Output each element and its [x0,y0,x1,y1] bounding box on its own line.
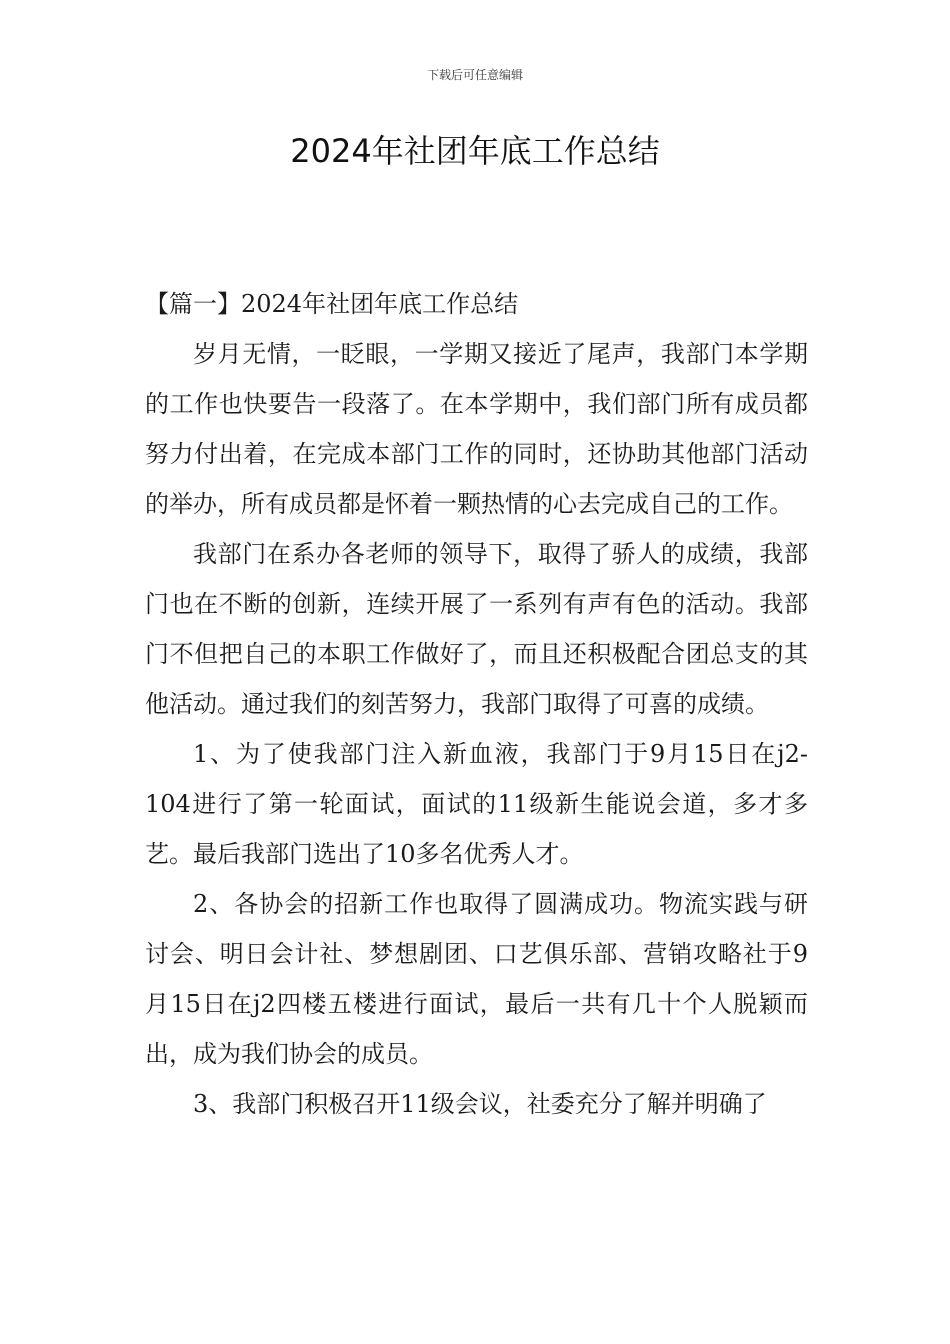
header-note: 下载后可任意编辑 [426,68,523,82]
paragraph: 我部门在系办各老师的领导下，取得了骄人的成绩，我部门也在不断的创新，连续开展了一系列有声有色的活动。我部门不但把自己的本职工作做好了，而且还积极配合团总支的其他活动。通过我们的刻苦努力，我部门取得了可喜的成绩。 [145,540,808,718]
paragraph: 2、各协会的招新工作也取得了圆满成功。物流实践与研讨会、明日会计社、梦想剧团、口艺俱乐部、营销攻略社于9月15日在j2四楼五楼进行面试，最后一共有几十个人脱颖而出，成为我们协会的成员。 [145,890,808,1068]
paragraph: 1、为了使我部门注入新血液，我部门于9月15日在j2-104进行了第一轮面试，面试的11级新生能说会道，多才多艺。最后我部门选出了10多名优秀人才。 [145,740,808,868]
document-title: 2024年社团年底工作总结 [290,132,660,170]
paragraph: 岁月无情，一眨眼，一学期又接近了尾声，我部门本学期的工作也快要告一段落了。在本学期中，我们部门所有成员都努力付出着，在完成本部门工作的同时，还协助其他部门活动的举办，所有成员都是怀着一颗热情的心去完成自己的工作。 [145,340,808,518]
document-body [145,279,808,1129]
paragraph: 3、我部门积极召开11级会议，社委充分了解并明确了 [193,1090,767,1118]
section-heading: 【篇一】2024年社团年底工作总结 [145,290,519,318]
